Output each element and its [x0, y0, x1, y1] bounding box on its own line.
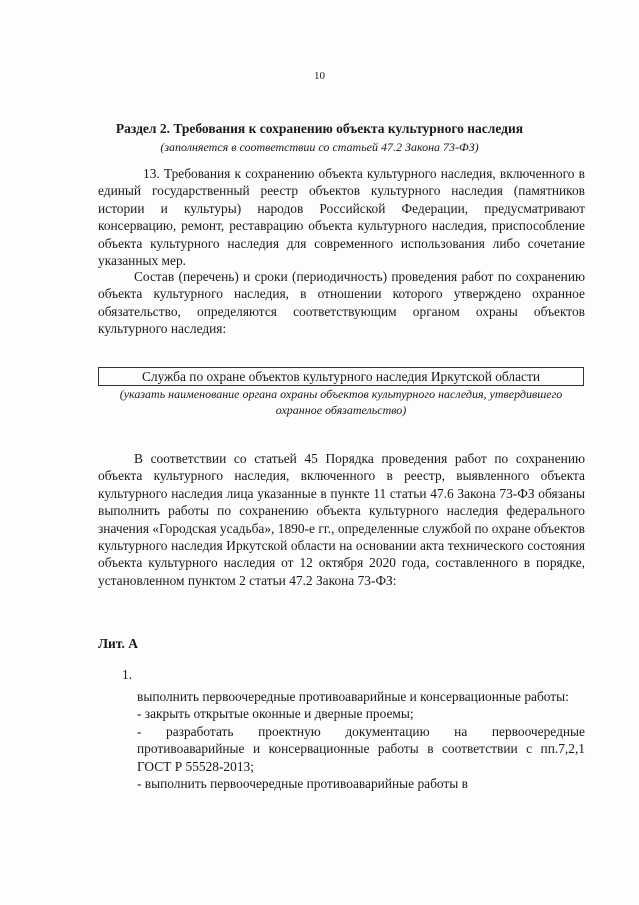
paragraph-accordance: В соответствии со статьей 45 Порядка проведения работ по сохранению объекта культурного наследия, включенного в реестр, выявленного объекта культурного наследия лица указанные в пункте 11 статьи 47.6 Закона 73-ФЗ обязаны выполнить работы по сохранению объекта культурного наследия федерального значения «Городская усадьба», 1890-е гг., определенные службой по охране объектов культурного наследия Иркутской области на основании акта технического состояния объекта культурного наследия от 12 октября 2020 года, составленного в порядке, установленном пунктом 2 статьи 47.2 Закона 73-ФЗ: [98, 451, 585, 588]
authority-name-box: Служба по охране объектов культурного наследия Иркутской области [98, 367, 584, 386]
section-heading: Раздел 2. Требования к сохранению объекта культурного наследия [115, 121, 524, 136]
work-item: - выполнить первоочередные противоаварийные работы в [137, 776, 468, 792]
work-item: - закрыть открытые оконные и дверные проемы; [137, 706, 414, 722]
paragraph-composition: Состав (перечень) и сроки (периодичность) проведения работ по сохранению объекта культурного наследия, в отношении которого утверждено охранное обязательство, определяются соответствующим органом охраны объектов культурного наследия: [98, 269, 585, 337]
section-subheading: (заполняется в соответствии со статьей 47.2 Закона 73-ФЗ) [160, 140, 479, 154]
paragraph-13: 13. Требования к сохранению объекта культурного наследия, включенного в единый государственный реестр объектов культурного наследия (памятников истории и культуры) народов Российской Федерации, предусматривают консервацию, ремонт, реставрацию объекта культурного наследия, приспособление объекта культурного наследия для современного использования либо сочетание указанных мер. [98, 166, 585, 269]
authority-hint: (указать наименование органа охраны объектов культурного наследия, утвердившего охранное обязательство) [119, 387, 563, 417]
work-items-list [137, 688, 585, 792]
lit-heading: Лит. А [98, 636, 138, 651]
work-item: - разработать проектную документацию на первоочередные противоаварийные и консервационные работы в соответствии с пп.7,2,1 ГОСТ Р 55528-2013; [137, 723, 585, 774]
page-number: 10 [314, 70, 325, 82]
work-item: выполнить первоочередные противоаварийные и консервационные работы: [137, 689, 569, 704]
item-number: 1. [122, 667, 133, 682]
